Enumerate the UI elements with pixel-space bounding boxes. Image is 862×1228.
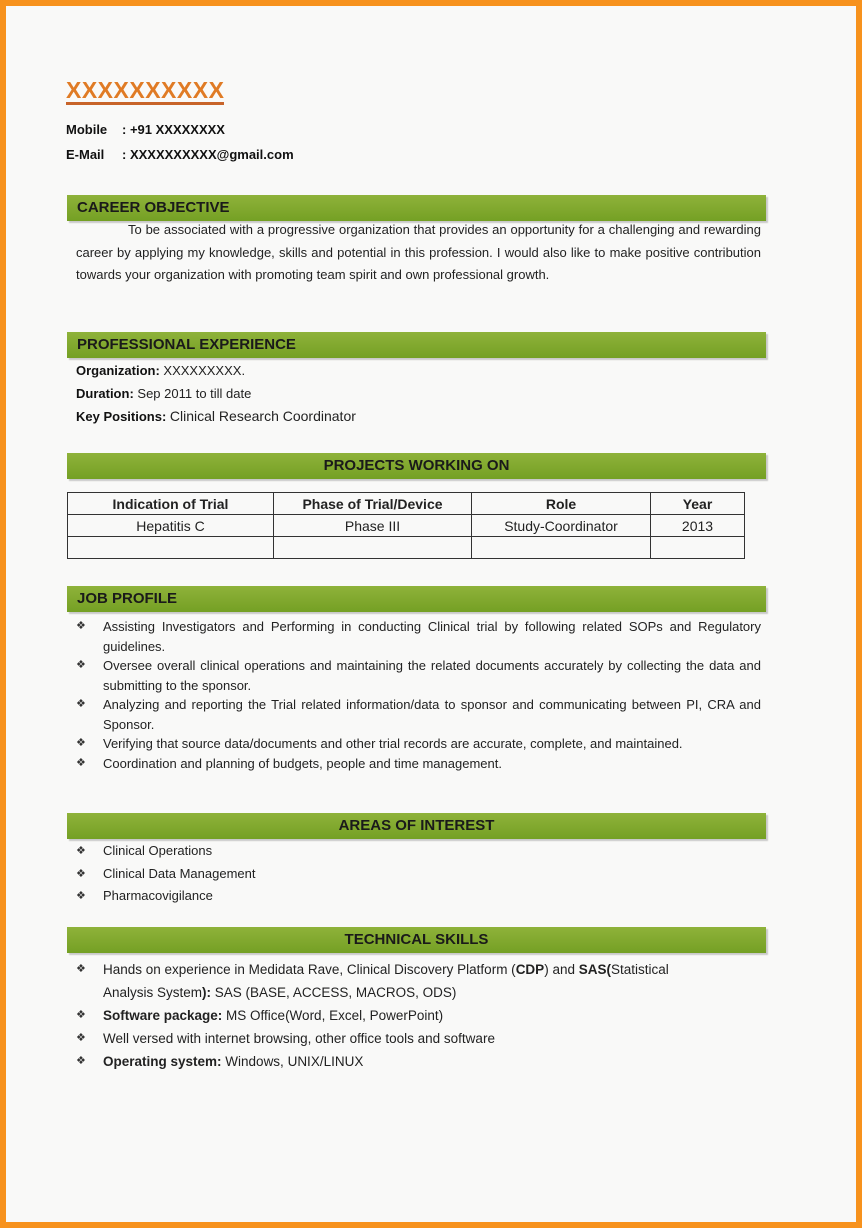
job-profile-heading: JOB PROFILE <box>67 586 766 612</box>
email-line <box>66 147 294 162</box>
item-label: Software package: <box>103 1008 223 1023</box>
areas-of-interest-heading: AREAS OF INTEREST <box>67 813 766 839</box>
diamond-bullet-icon: ❖ <box>76 1055 86 1067</box>
diamond-bullet-icon: ❖ <box>76 890 86 902</box>
career-objective-heading: CAREER OBJECTIVE <box>67 195 766 221</box>
item-text: Pharmacovigilance <box>103 888 213 903</box>
item-text: Clinical Operations <box>103 843 213 858</box>
organization-label: Organization: <box>76 363 160 378</box>
resume-page <box>6 6 856 1222</box>
item-bold: ): <box>202 985 212 1000</box>
job-profile-list <box>76 617 761 773</box>
column-header: Role <box>472 493 651 515</box>
list-item <box>76 958 716 1004</box>
email-value: : XXXXXXXXXX@gmail.com <box>122 147 294 162</box>
table-row <box>68 515 745 537</box>
diamond-bullet-icon: ❖ <box>76 620 86 632</box>
technical-skills-list <box>76 958 716 1073</box>
table-header-row <box>68 493 745 515</box>
column-header: Indication of Trial <box>68 493 274 515</box>
diamond-bullet-icon: ❖ <box>76 756 86 769</box>
item-bold: SAS( <box>578 962 611 977</box>
table-row <box>68 537 745 559</box>
duration-value: Sep 2011 to till date <box>137 386 252 401</box>
list-item <box>76 617 761 656</box>
item-text: Statistical Analysis System <box>103 962 669 1000</box>
list-item <box>76 734 761 754</box>
item-text: Coordination and planning of budgets, people and time management. <box>103 755 502 771</box>
list-item <box>76 1004 716 1027</box>
table-cell <box>651 537 745 559</box>
item-text: Assisting Investigators and Performing in conducting Clinical trial by following related SOPs and Regulatory guidelines. <box>103 619 761 654</box>
list-item <box>76 863 761 886</box>
diamond-bullet-icon: ❖ <box>76 737 86 749</box>
diamond-bullet-icon: ❖ <box>76 1032 86 1044</box>
item-text: ) and <box>544 962 579 977</box>
diamond-bullet-icon: ❖ <box>76 698 86 710</box>
table-cell: 2013 <box>651 515 745 537</box>
mobile-label: Mobile <box>66 122 108 137</box>
item-text: SAS (BASE, ACCESS, MACROS, ODS) <box>211 985 457 1000</box>
list-item <box>76 840 761 863</box>
item-label: Operating system: <box>103 1054 222 1069</box>
list-item <box>76 656 761 695</box>
list-item <box>76 754 761 774</box>
list-item <box>76 885 761 908</box>
table-cell: Hepatitis C <box>68 515 274 537</box>
duration-label: Duration: <box>76 386 134 401</box>
item-text: MS Office(Word, Excel, PowerPoint) <box>222 1008 444 1023</box>
positions-label: Key Positions: <box>76 409 167 424</box>
projects-heading: PROJECTS WORKING ON <box>67 453 766 479</box>
table-cell: Phase III <box>274 515 472 537</box>
table-cell <box>472 537 651 559</box>
organization-line <box>76 363 245 378</box>
mobile-line <box>66 122 225 137</box>
item-text: Hands on experience in Medidata Rave, Clinical Discovery Platform ( <box>103 962 516 977</box>
list-item <box>76 1050 716 1073</box>
item-text: Oversee overall clinical operations and maintaining the related documents accurately by collecting the data and submitting to the sponsor. <box>103 658 761 693</box>
career-objective-text: To be associated with a progressive organization that provides an opportunity for a challenging and rewarding career by applying my knowledge, skills and potential in this profession. I would also like to make positive contribution towards your organization with promoting team spirit and own professional growth. <box>76 222 761 282</box>
column-header: Year <box>651 493 745 515</box>
diamond-bullet-icon: ❖ <box>76 659 86 671</box>
item-text: Clinical Data Management <box>103 865 256 881</box>
list-item <box>76 695 761 734</box>
technical-skills-heading: TECHNICAL SKILLS <box>67 927 766 953</box>
diamond-bullet-icon: ❖ <box>76 867 86 880</box>
item-bold: CDP <box>515 962 545 977</box>
duration-line <box>76 386 251 401</box>
item-text: Windows, UNIX/LINUX <box>221 1054 364 1069</box>
table-cell <box>274 537 472 559</box>
diamond-bullet-icon: ❖ <box>76 845 86 857</box>
item-text: Analyzing and reporting the Trial related information/data to sponsor and communicating between PI, CRA and Sponsor. <box>103 697 761 732</box>
positions-value: Clinical Research Coordinator <box>169 408 356 424</box>
email-label: E-Mail <box>66 147 105 162</box>
diamond-bullet-icon: ❖ <box>76 1009 86 1021</box>
areas-of-interest-list <box>76 840 761 908</box>
experience-heading: PROFESSIONAL EXPERIENCE <box>67 332 766 358</box>
candidate-name: XXXXXXXXXX <box>66 77 225 103</box>
diamond-bullet-icon: ❖ <box>76 963 86 975</box>
list-item <box>76 1027 716 1050</box>
item-text: Verifying that source data/documents and other trial records are accurate, complete, and maintained. <box>103 736 683 751</box>
item-text: Well versed with internet browsing, other office tools and software <box>103 1031 495 1046</box>
projects-table <box>67 492 745 559</box>
column-header: Phase of Trial/Device <box>274 493 472 515</box>
table-cell: Study-Coordinator <box>472 515 651 537</box>
organization-value: XXXXXXXXX. <box>163 363 246 378</box>
table-cell <box>68 537 274 559</box>
positions-line <box>76 408 356 424</box>
mobile-value: : +91 XXXXXXXX <box>122 122 225 137</box>
